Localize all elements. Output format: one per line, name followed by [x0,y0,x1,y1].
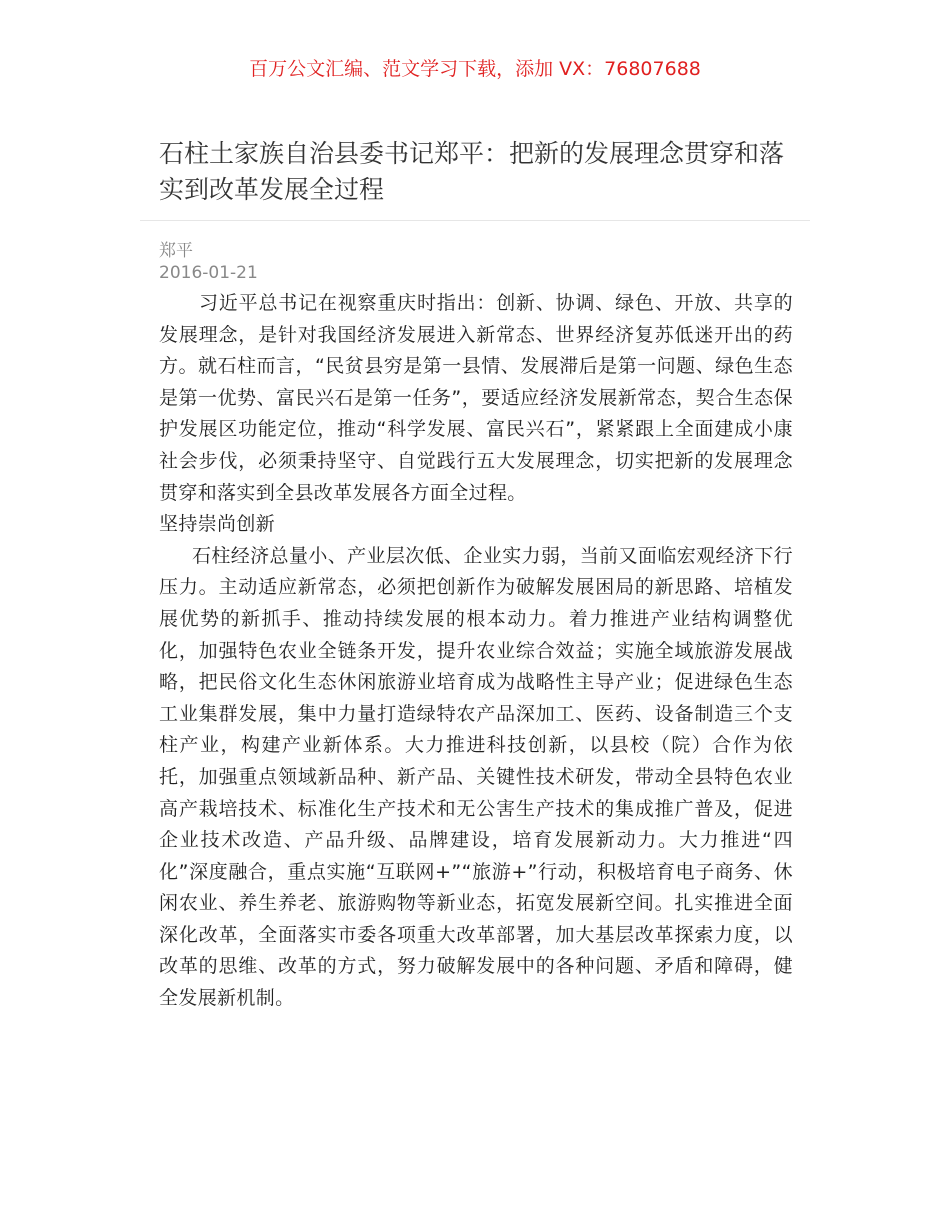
article-body [159,288,793,1015]
title-divider [140,220,810,221]
body-paragraph-1: 习近平总书记在视察重庆时指出：创新、协调、绿色、开放、共享的发展理念，是针对我国经济发展进入新常态、世界经济复苏低迷开出的药方。就石柱而言，“民贫县穷是第一县情、发展滞后是第一问题、绿色生态是第一优势、富民兴石是第一任务”，要适应经济发展新常态，契合生态保护发展区功能定位，推动“科学发展、富民兴石”，紧紧跟上全面建成小康社会步伐，必须秉持坚守、自觉践行五大发展理念，切实把新的发展理念贯穿和落实到全县改革发展各方面全过程。 [159,292,793,504]
promo-banner: 百万公文汇编、范文学习下载，添加 VX：76807688 [249,58,701,80]
body-paragraph-2: 石柱经济总量小、产业层次低、企业实力弱，当前又面临宏观经济下行压力。主动适应新常态，必须把创新作为破解发展困局的新思路、培植发展优势的新抓手、推动持续发展的根本动力。着力推进产业结构调整优化，加强特色农业全链条开发，提升农业综合效益；实施全域旅游发展战略，把民俗文化生态休闲旅游业培育成为战略性主导产业；促进绿色生态工业集群发展，集中力量打造绿特农产品深加工、医药、设备制造三个支柱产业，构建产业新体系。大力推进科技创新，以县校（院）合作为依托，加强重点领域新品种、新产品、关键性技术研发，带动全县特色农业高产栽培技术、标准化生产技术和无公害生产技术的集成推广普及，促进企业技术改造、产品升级、品牌建设，培育发展新动力。大力推进“四化”深度融合，重点实施“互联网+”“旅游+”行动，积极培育电子商务、休闲农业、养生养老、旅游购物等新业态，拓宽发展新空间。扎实推进全面深化改革，全面落实市委各项重大改革部署，加大基层改革探索力度，以改革的思维、改革的方式，努力破解发展中的各种问题、矛盾和障碍，健全发展新机制。 [159,544,793,1010]
section-heading: 坚持崇尚创新 [159,513,276,536]
article-title: 石柱土家族自治县委书记郑平：把新的发展理念贯穿和落实到改革发展全过程 [159,139,785,204]
article-date: 2016-01-21 [159,263,258,283]
article-author: 郑平 [159,241,193,261]
